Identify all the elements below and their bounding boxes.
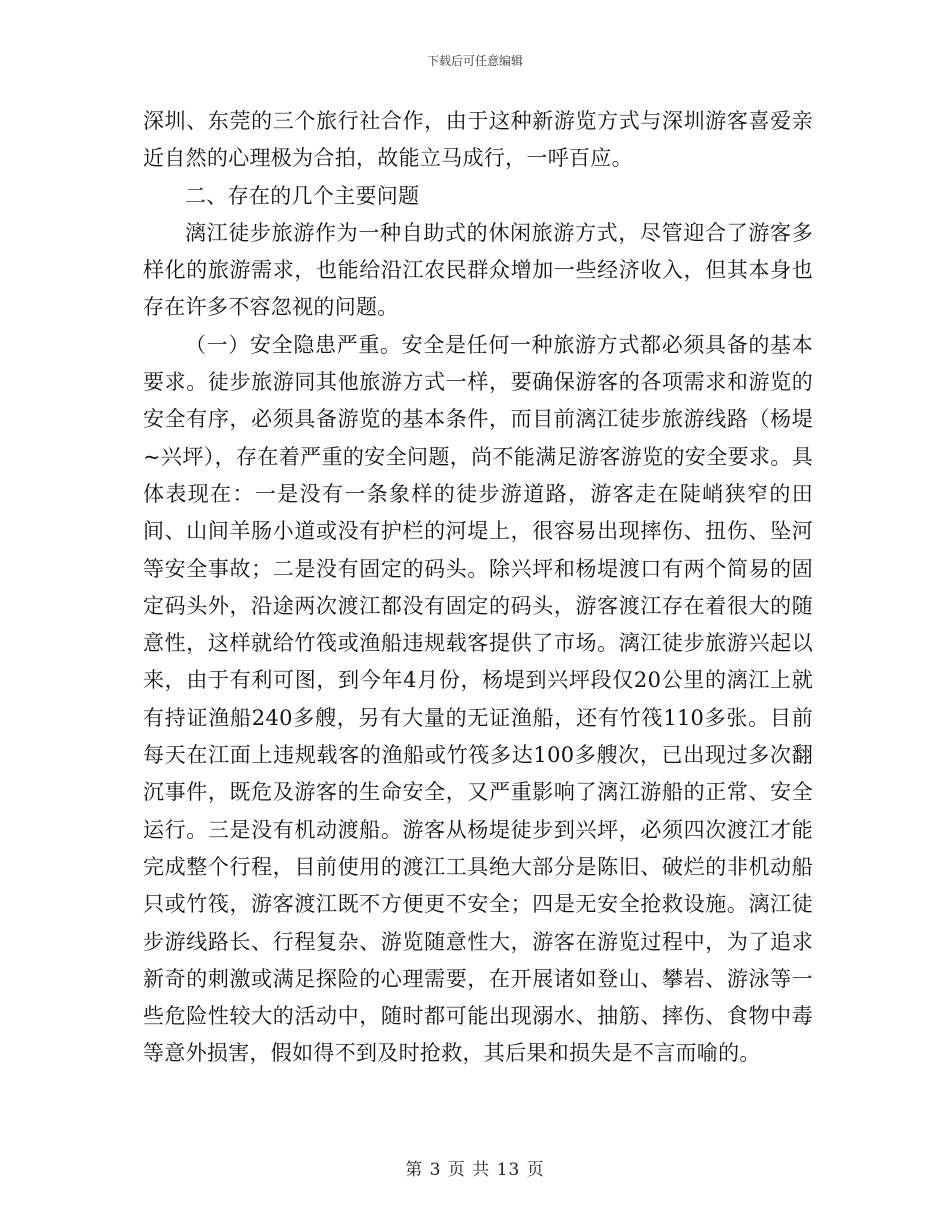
paragraph-intro: 漓江徒步旅游作为一种自助式的休闲旅游方式，尽管迎合了游客多样化的旅游需求，也能给沿江农民群众增加一些经济收入，但其本身也存在许多不容忽视的问题。: [143, 220, 813, 320]
page-header: 下载后可任意编辑: [426, 54, 523, 68]
paragraph-continuation: 深圳、东莞的三个旅行社合作，由于这种新游览方式与深圳游客喜爱亲近自然的心理极为合拍，故能立马成行，一呼百应。: [143, 109, 813, 171]
section-heading: 二、存在的几个主要问题: [185, 183, 420, 208]
paragraph-safety: （一）安全隐患严重。安全是任何一种旅游方式都必须具备的基本要求。徒步旅游同其他旅游方式一样，要确保游客的各项需求和游览的安全有序，必须具备游览的基本条件，而目前漓江徒步旅游线路（杨堤~兴坪），存在着严重的安全问题，尚不能满足游客游览的安全要求。具体表现在：一是没有一条象样的徒步游道路，游客走在陡峭狭窄的田间、山间羊肠小道或没有护栏的河堤上，很容易出现摔伤、扭伤、坠河等安全事故；二是没有固定的码头。除兴坪和杨堤渡口有两个简易的固定码头外，沿途两次渡江都没有固定的码头，游客渡江存在着很大的随意性，这样就给竹筏或渔船违规载客提供了市场。漓江徒步旅游兴起以来，由于有利可图，到今年4月份，杨堤到兴坪段仅20公里的漓江上就有持证渔船240多艘，另有大量的无证渔船，还有竹筏110多张。目前每天在江面上违规载客的渔船或竹筏多达100多艘次，已出现过多次翻沉事件，既危及游客的生命安全，又严重影响了漓江游船的正常、安全运行。三是没有机动渡船。游客从杨堤徒步到兴坪，必须四次渡江才能完成整个行程，目前使用的渡江工具绝大部分是陈旧、破烂的非机动船只或竹筏，游客渡江既不方便更不安全；四是无安全抢救设施。漓江徒步游线路长、行程复杂、游览随意性大，游客在游览过程中，为了追求新奇的刺激或满足探险的心理需要，在开展诸如登山、攀岩、游泳等一些危险性较大的活动中，随时都可能出现溺水、抽筋、摔伤、食物中毒等意外损害，假如得不到及时抢救，其后果和损失是不言而喻的。: [143, 332, 813, 1066]
document-body: [143, 103, 813, 1073]
page-footer: 第 3 页 共 13 页: [405, 1160, 545, 1180]
